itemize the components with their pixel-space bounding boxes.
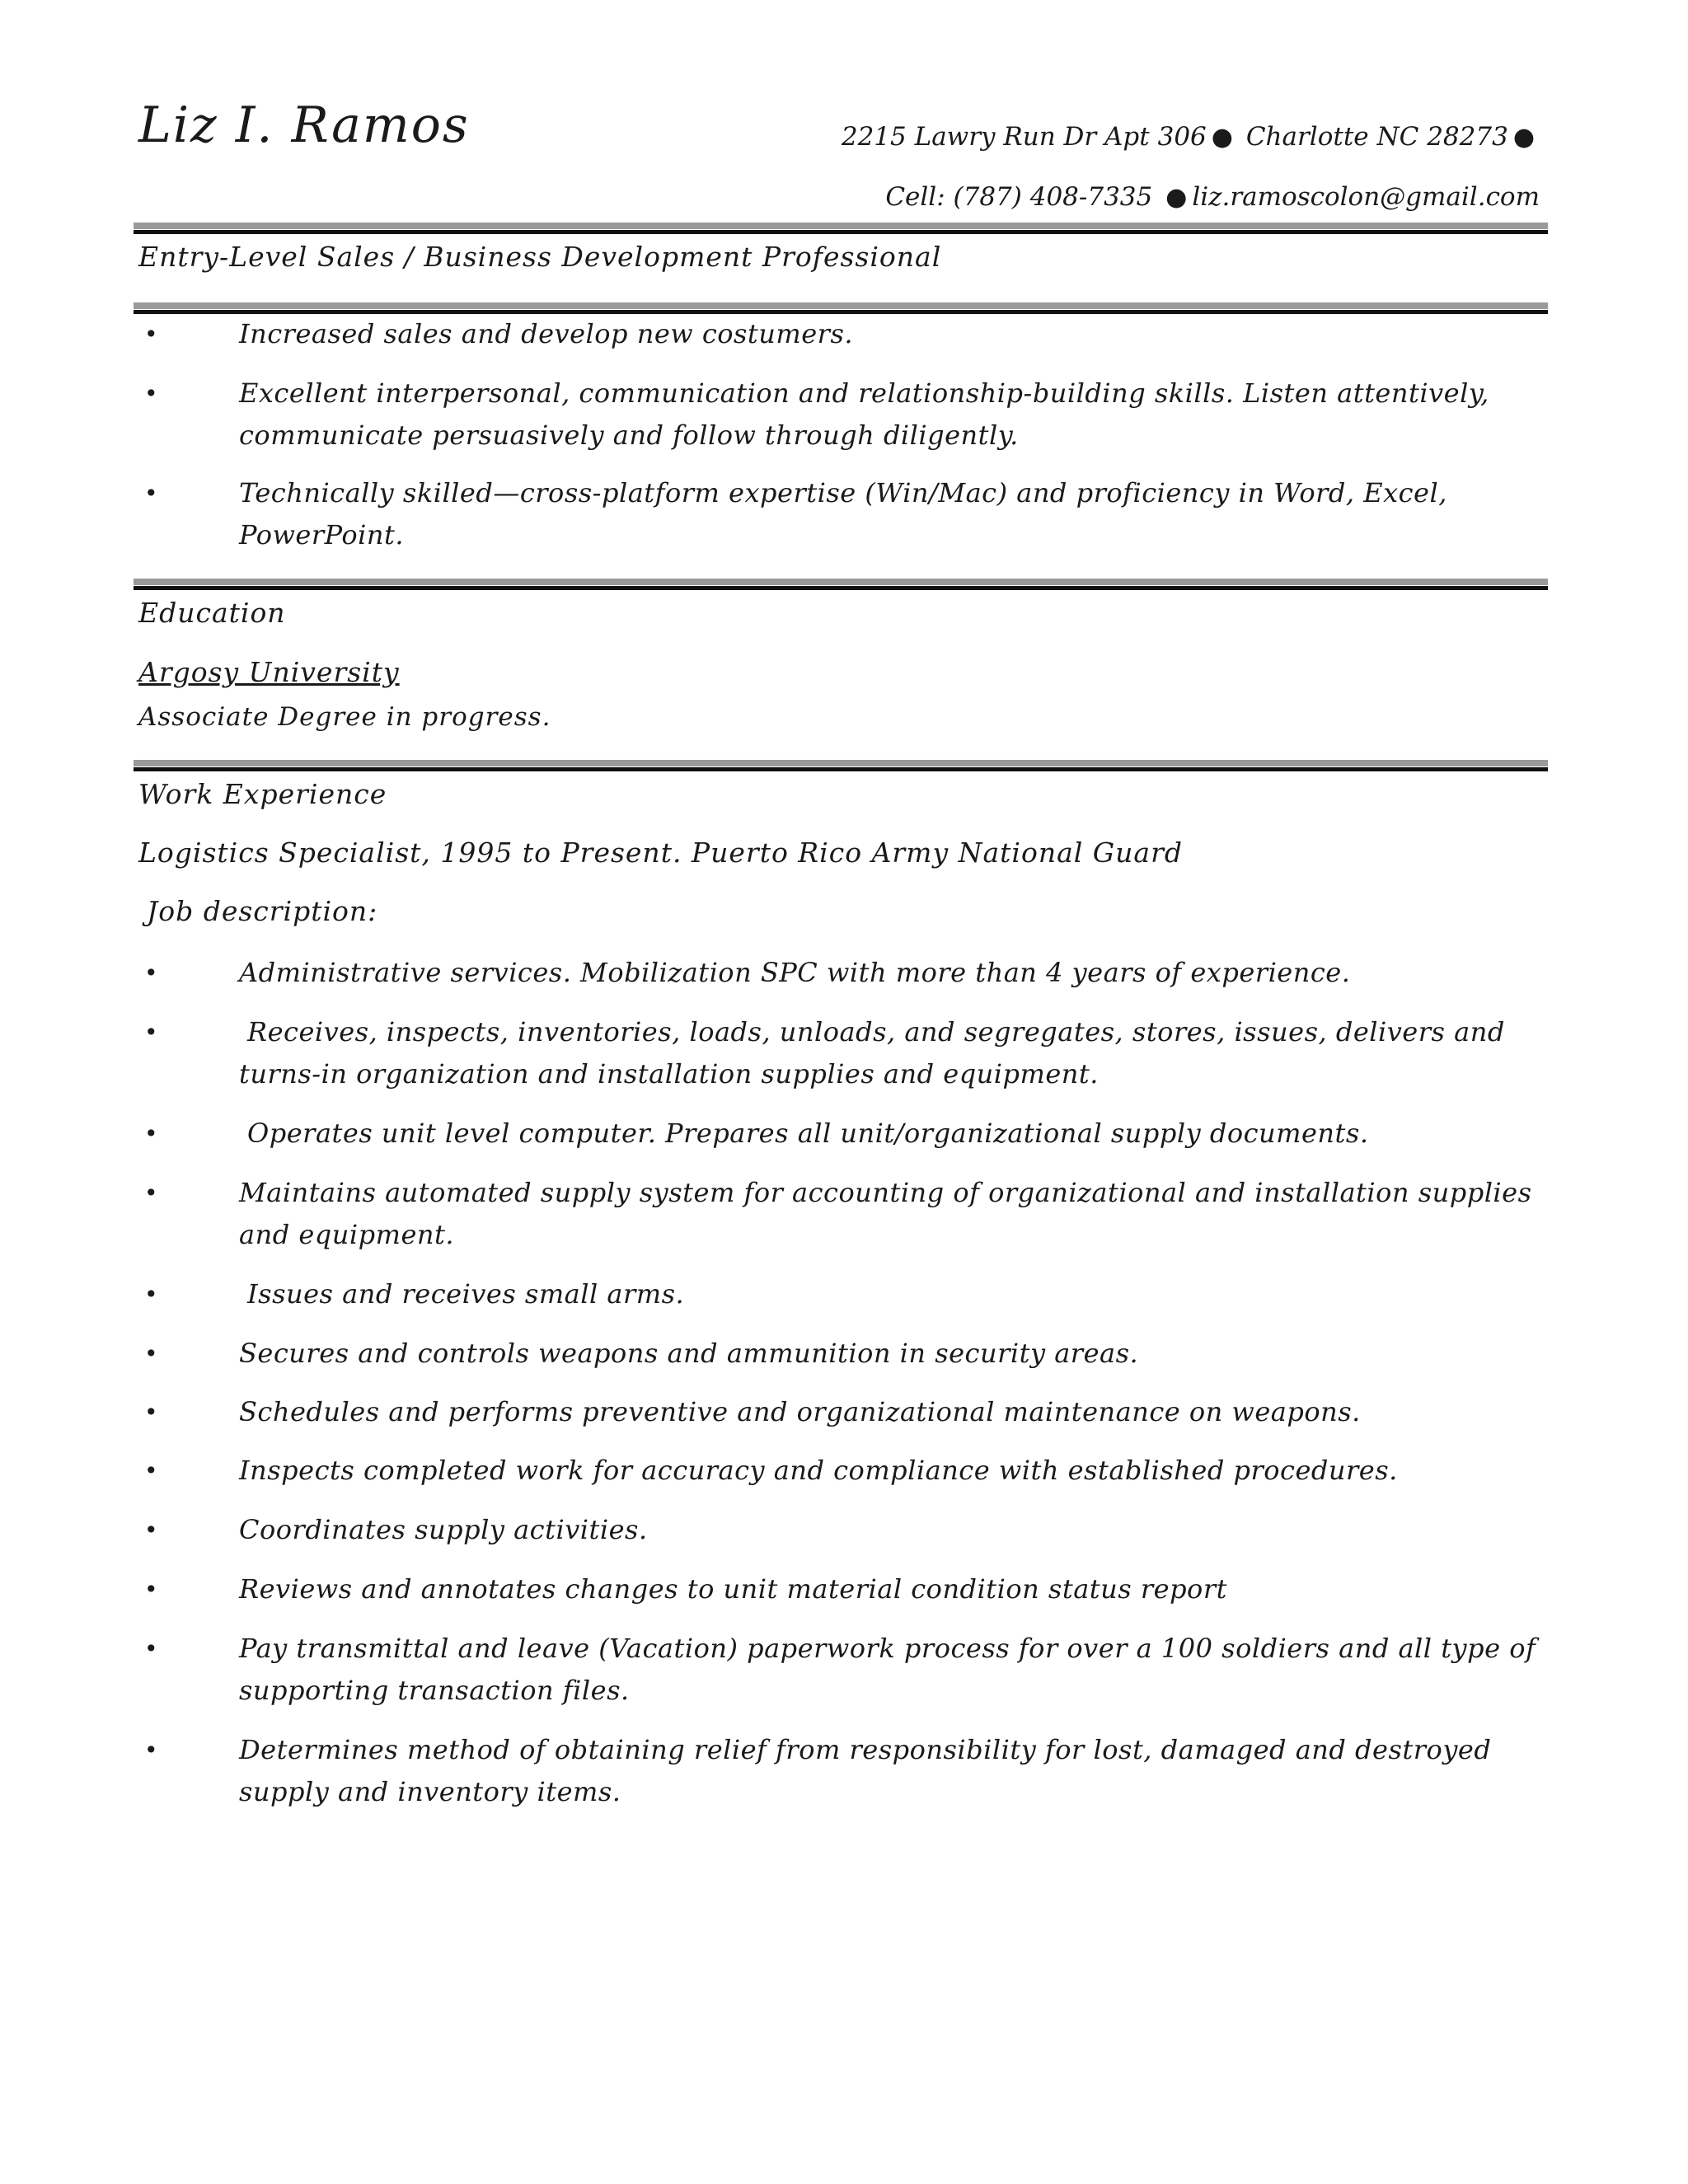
duty-item: • Coordinates supply activities. (239, 1509, 1550, 1551)
contact-block (842, 107, 1540, 227)
bullet-icon: • (144, 1340, 159, 1367)
section-divider (134, 760, 1548, 771)
bullet-icon: • (144, 959, 159, 987)
duty-item: • Reviews and annotates changes to unit material condition status report (239, 1568, 1550, 1610)
degree-status: Associate Degree in progress. (138, 702, 551, 732)
education-heading: Education (138, 597, 286, 629)
bullet-icon: • (144, 1019, 159, 1046)
duty-item: • Receives, inspects, inventories, loads, unloads, and segregates, stores, issues, delivers and turns-in organization and installation supplies and equipment. (239, 1011, 1550, 1095)
job-position: Logistics Specialist, 1995 to Present. Puerto Rico Army National Guard (138, 837, 1183, 869)
duty-item: • Inspects completed work for accuracy and compliance with established procedures. (239, 1450, 1550, 1492)
job-description-label: Job description: (147, 895, 378, 927)
bullet-icon: • (144, 1736, 159, 1764)
email: liz.ramoscolon@gmail.com (1192, 182, 1540, 212)
duty-item: • Maintains automated supply system for accounting of organizational and installation supplies and equipment. (239, 1172, 1550, 1256)
duty-item: • Determines method of obtaining relief from responsibility for lost, damaged and destroyed supply and inventory items. (239, 1729, 1550, 1813)
duty-item: • Secures and controls weapons and ammunition in security areas. (239, 1333, 1550, 1375)
school-name: Argosy University (138, 656, 400, 688)
bullet-icon: • (144, 1179, 159, 1207)
section-divider (134, 579, 1548, 590)
bullet-dot-icon: ● (1165, 183, 1188, 212)
contact-line-address (842, 107, 1540, 167)
bullet-icon: • (144, 380, 159, 407)
duty-item: • Administrative services. Mobilization SPC with more than 4 years of experience. (239, 952, 1550, 994)
resume-name: Liz I. Ramos (138, 96, 470, 154)
work-heading: Work Experience (138, 778, 387, 810)
bullet-icon: • (144, 1399, 159, 1426)
contact-line-phone-email (842, 167, 1540, 227)
summary-item: • Technically skilled—cross-platform expertise (Win/Mac) and proficiency in Word, Excel, PowerPoint. (239, 472, 1550, 556)
summary-item: • Increased sales and develop new costumers. (239, 313, 1550, 355)
objective-title: Entry-Level Sales / Business Development Professional (138, 241, 942, 273)
section-divider (134, 223, 1548, 234)
address: 2215 Lawry Run Dr Apt 306 (841, 122, 1207, 152)
bullet-icon: • (144, 321, 159, 348)
phone: Cell: (787) 408-7335 (885, 182, 1153, 212)
bullet-icon: • (144, 1635, 159, 1662)
duty-item: • Issues and receives small arms. (239, 1273, 1550, 1315)
bullet-icon: • (144, 1516, 159, 1544)
section-divider (134, 302, 1548, 314)
bullet-icon: • (144, 480, 159, 507)
bullet-icon: • (144, 1281, 159, 1308)
bullet-dot-icon: ● (1211, 123, 1233, 152)
duty-item: • Pay transmittal and leave (Vacation) paperwork process for over a 100 soldiers and all type of supporting transaction files. (239, 1628, 1550, 1712)
bullet-icon: • (144, 1576, 159, 1603)
bullet-dot-icon: ● (1512, 123, 1535, 152)
summary-item: • Excellent interpersonal, communication and relationship-building skills. Listen attentively, communicate persuasively and follow through diligently. (239, 373, 1550, 457)
duty-item: • Schedules and performs preventive and organizational maintenance on weapons. (239, 1391, 1550, 1433)
duty-item: • Operates unit level computer. Prepares all unit/organizational supply documents. (239, 1113, 1550, 1155)
city: Charlotte NC 28273 (1245, 122, 1508, 152)
bullet-icon: • (144, 1457, 159, 1484)
bullet-icon: • (144, 1120, 159, 1147)
